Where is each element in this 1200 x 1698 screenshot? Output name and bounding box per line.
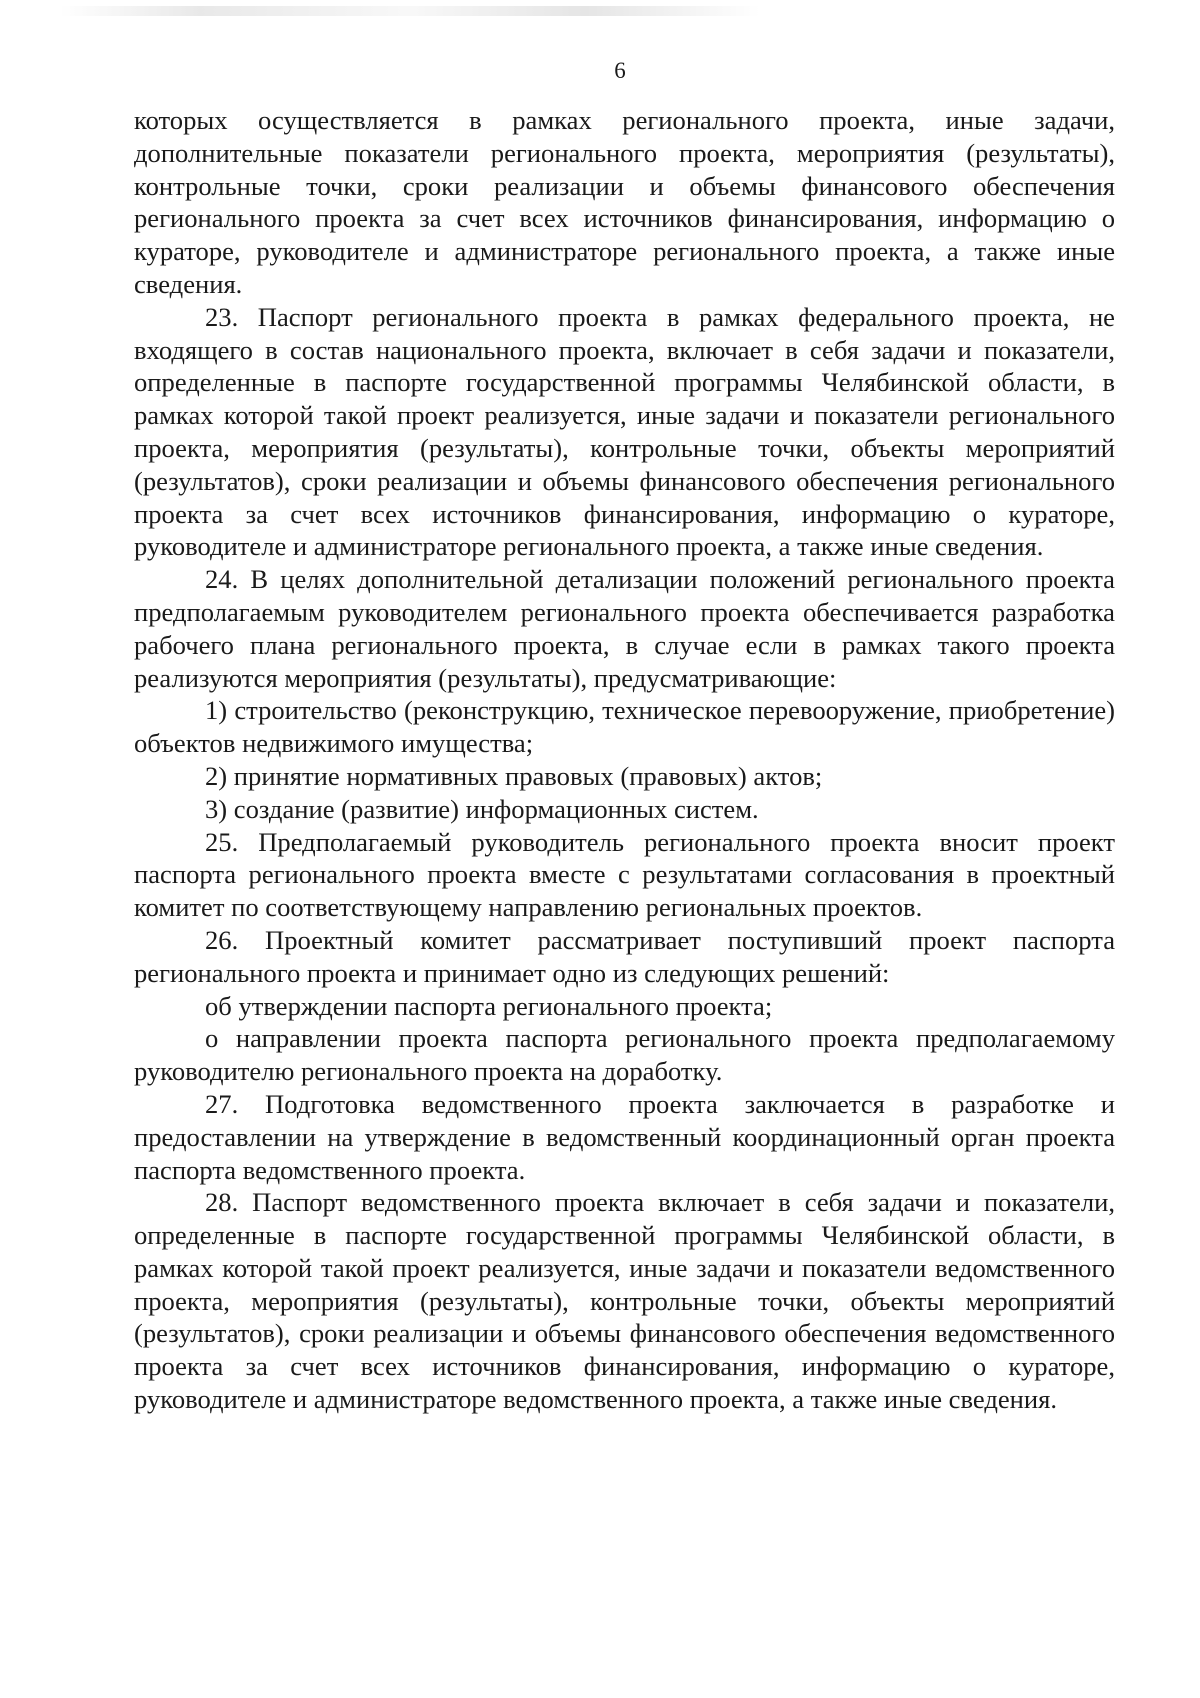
list-item-2: 2) принятие нормативных правовых (правовых) актов; [205,760,823,791]
document-body [134,104,1115,1416]
decision-option-revise: о направлении проекта паспорта регионального проекта предполагаемому руководителю регионального проекта на доработку. [134,1023,1115,1087]
scan-artifact [60,6,760,16]
page-number: 6 [614,58,626,83]
paragraph-continuation: которых осуществляется в рамках регионального проекта, иные задачи, дополнительные показатели регионального проекта, мероприятия (результаты), контрольные точки, сроки реализации и объемы финансового обеспечения регионального проекта за счет всех источников финансирования, информацию о кураторе, руководителе и администраторе регионального проекта, а также иные сведения. [134,105,1115,299]
paragraph-24: 24. В целях дополнительной детализации положений регионального проекта предполагаемым руководителем регионального проекта обеспечивается разработка рабочего плана регионального проекта, в случае если в рамках такого проекта реализуются мероприятия (результаты), предусматривающие: [134,564,1115,693]
list-item-3: 3) создание (развитие) информационных систем. [205,793,759,824]
paragraph-25: 25. Предполагаемый руководитель регионального проекта вносит проект паспорта регионального проекта вместе с результатами согласования в проектный комитет по соответствующему направлению региональных проектов. [134,826,1115,923]
list-item-1: 1) строительство (реконструкцию, техническое перевооружение, приобретение) объектов недвижимого имущества; [134,695,1115,759]
paragraph-28: 28. Паспорт ведомственного проекта включает в себя задачи и показатели, определенные в паспорте государственной программы Челябинской области, в рамках которой такой проект реализуется, иные задачи и показатели ведомственного проекта, мероприятия (результаты), контрольные точки, объекты мероприятий (результатов), сроки реализации и объемы финансового обеспечения ведомственного проекта за счет всех источников финансирования, информацию о кураторе, руководителе и администраторе ведомственного проекта, а также иные сведения. [134,1187,1115,1415]
paragraph-26: 26. Проектный комитет рассматривает поступивший проект паспорта регионального проекта и принимает одно из следующих решений: [134,924,1115,988]
paragraph-27: 27. Подготовка ведомственного проекта заключается в разработке и предоставлении на утверждение в ведомственный координационный орган проекта паспорта ведомственного проекта. [134,1088,1115,1185]
decision-option-approve: об утверждении паспорта регионального проекта; [205,990,773,1021]
paragraph-23: 23. Паспорт регионального проекта в рамках федерального проекта, не входящего в состав национального проекта, включает в себя задачи и показатели, определенные в паспорте государственной программы Челябинской области, в рамках которой такой проект реализуется, иные задачи и показатели регионального проекта, мероприятия (результаты), контрольные точки, объекты мероприятий (результатов), сроки реализации и объемы финансового обеспечения регионального проекта за счет всех источников финансирования, информацию о кураторе, руководителе и администраторе регионального проекта, а также иные сведения. [134,301,1115,562]
